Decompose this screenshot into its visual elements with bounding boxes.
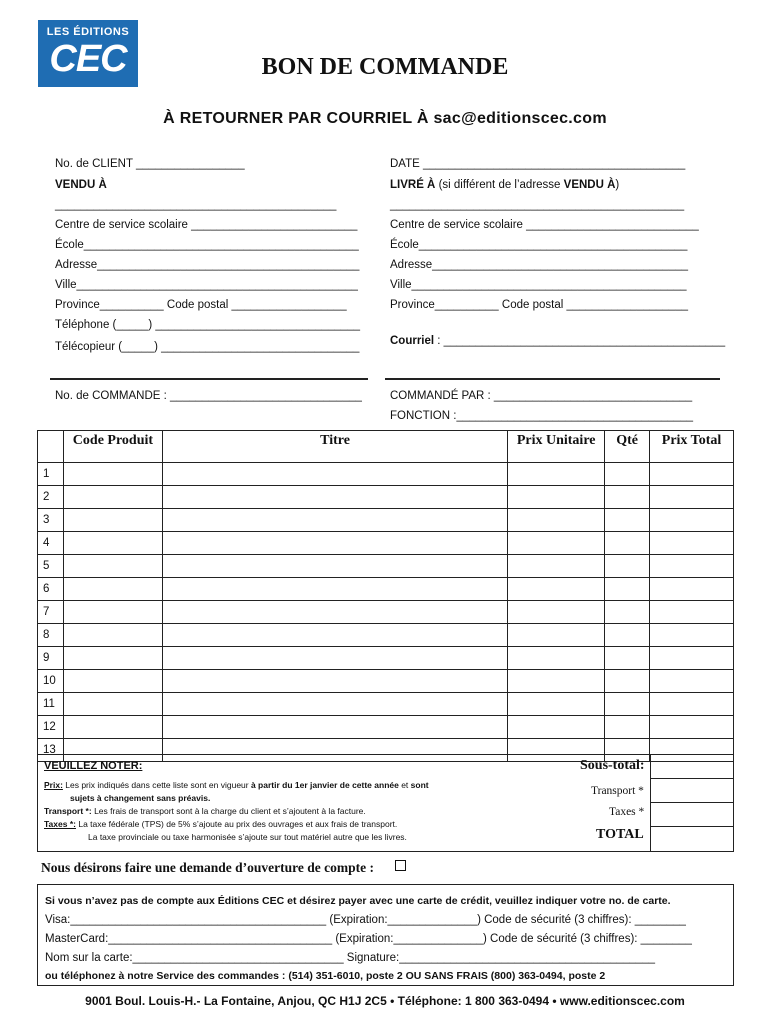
product-code-cell[interactable] xyxy=(63,509,162,532)
total-price-cell[interactable] xyxy=(650,486,734,509)
ordered-by-field[interactable]: COMMANDÉ PAR : _______________________________ xyxy=(390,390,693,402)
unit-price-cell[interactable] xyxy=(508,555,605,578)
product-code-cell[interactable] xyxy=(63,601,162,624)
total-price-cell[interactable] xyxy=(650,624,734,647)
row-number: 4 xyxy=(38,532,64,555)
table-header-row xyxy=(38,431,734,463)
total-label: TOTAL xyxy=(596,827,644,842)
total-price-cell[interactable] xyxy=(650,670,734,693)
quantity-cell[interactable] xyxy=(605,716,650,739)
unit-price-cell[interactable] xyxy=(508,693,605,716)
credit-card-intro: Si vous n’avez pas de compte aux Éditions CEC et désirez payer avec une carte de crédit, veuillez indiquer votre no. de carte. xyxy=(45,895,671,907)
total-price-cell[interactable] xyxy=(650,601,734,624)
title-cell[interactable] xyxy=(162,716,507,739)
row-number: 5 xyxy=(38,555,64,578)
card-name-signature-field[interactable]: Nom sur la carte:_________________________________ Signature:________________________________________ xyxy=(45,952,656,964)
unit-price-cell[interactable] xyxy=(508,532,605,555)
taxes-note xyxy=(44,819,397,829)
title-cell[interactable] xyxy=(162,624,507,647)
product-code-cell[interactable] xyxy=(63,555,162,578)
ship-to-province-postal-field[interactable]: Province__________ Code postal ___________________ xyxy=(390,299,688,311)
total-price-cell[interactable] xyxy=(650,716,734,739)
function-field[interactable]: FONCTION :_____________________________________ xyxy=(390,410,694,422)
table-row xyxy=(38,624,734,647)
unit-price-cell[interactable] xyxy=(508,509,605,532)
quantity-cell[interactable] xyxy=(605,578,650,601)
sold-to-school-centre-field[interactable]: Centre de service scolaire __________________________ xyxy=(55,219,358,231)
transport-note-label: Transport *: xyxy=(44,806,92,816)
row-number: 3 xyxy=(38,509,64,532)
total-price-cell[interactable] xyxy=(650,509,734,532)
logo-brand-text: CEC xyxy=(49,38,127,80)
total-price-cell[interactable] xyxy=(650,532,734,555)
order-table xyxy=(37,430,734,762)
sold-to-label: VENDU À xyxy=(55,179,107,191)
header-unit-price: Prix Unitaire xyxy=(508,431,605,463)
price-note-text-c: et xyxy=(398,780,411,790)
total-price-cell[interactable] xyxy=(650,555,734,578)
quantity-cell[interactable] xyxy=(605,555,650,578)
mastercard-field[interactable]: MasterCard:___________________________________ (Expiration:______________) Code de sécurité (3 chiffres): ________ xyxy=(45,933,692,945)
header-total-price: Prix Total xyxy=(650,431,734,463)
ship-to-address-field[interactable]: Adresse________________________________________ xyxy=(390,259,689,271)
sold-to-province-postal-field[interactable]: Province__________ Code postal __________________ xyxy=(55,299,347,311)
title-cell[interactable] xyxy=(162,486,507,509)
price-note-text-d: sont xyxy=(410,780,429,790)
total-price-cell[interactable] xyxy=(650,463,734,486)
right-divider xyxy=(385,378,720,380)
quantity-cell[interactable] xyxy=(605,509,650,532)
taxes-value-box[interactable] xyxy=(650,802,734,827)
title-cell[interactable] xyxy=(162,670,507,693)
price-note xyxy=(44,780,429,790)
table-row xyxy=(38,463,734,486)
quantity-cell[interactable] xyxy=(605,693,650,716)
quantity-cell[interactable] xyxy=(605,601,650,624)
price-note-text-b: à partir du 1er janvier de cette année xyxy=(250,780,399,790)
logo-top-text: LES ÉDITIONS xyxy=(46,26,130,38)
row-number: 9 xyxy=(38,647,64,670)
row-number: 2 xyxy=(38,486,64,509)
header-number xyxy=(38,431,64,463)
quantity-cell[interactable] xyxy=(605,532,650,555)
transport-value-box[interactable] xyxy=(650,778,734,803)
row-number: 6 xyxy=(38,578,64,601)
table-row xyxy=(38,509,734,532)
title-cell[interactable] xyxy=(162,509,507,532)
title-cell[interactable] xyxy=(162,578,507,601)
transport-note-text: Les frais de transport sont à la charge du client et s’ajoutent à la facture. xyxy=(91,806,366,816)
ship-to-note-b: VENDU À xyxy=(563,179,616,191)
product-code-cell[interactable] xyxy=(63,578,162,601)
notes-heading: VEUILLEZ NOTER: xyxy=(44,760,143,772)
header-quantity: Qté xyxy=(605,431,650,463)
taxes-note-text: La taxe fédérale (TPS) de 5% s’ajoute au prix des ouvrages et aux frais de transport. xyxy=(75,819,398,829)
transport-total-label: Transport * xyxy=(591,785,644,797)
sold-to-address-field[interactable]: Adresse_________________________________________ xyxy=(55,259,360,271)
row-number: 11 xyxy=(38,693,64,716)
telephone-field[interactable]: Téléphone (_____) ________________________________ xyxy=(55,319,361,331)
taxes-total-label: Taxes * xyxy=(609,806,645,818)
product-code-cell[interactable] xyxy=(63,624,162,647)
price-note-label: Prix: xyxy=(44,780,63,790)
product-code-cell[interactable] xyxy=(63,647,162,670)
unit-price-cell[interactable] xyxy=(508,624,605,647)
page-title: BON DE COMMANDE xyxy=(261,54,509,80)
account-request-label: Nous désirons faire une demande d’ouverture de compte : xyxy=(41,860,374,875)
title-cell[interactable] xyxy=(162,693,507,716)
table-row xyxy=(38,578,734,601)
return-email-heading: À RETOURNER PAR COURRIEL À sac@editionscec.com xyxy=(163,110,607,127)
product-code-cell[interactable] xyxy=(63,532,162,555)
date-field[interactable]: DATE _________________________________________ xyxy=(390,158,686,170)
quantity-cell[interactable] xyxy=(605,670,650,693)
sold-to-city-field[interactable]: Ville____________________________________________ xyxy=(55,279,358,291)
quantity-cell[interactable] xyxy=(605,624,650,647)
total-price-cell[interactable] xyxy=(650,578,734,601)
table-row xyxy=(38,670,734,693)
row-number: 7 xyxy=(38,601,64,624)
taxes-note-label: Taxes *: xyxy=(44,819,76,829)
unit-price-cell[interactable] xyxy=(508,670,605,693)
ship-to-school-field[interactable]: École__________________________________________ xyxy=(390,239,688,251)
product-code-cell[interactable] xyxy=(63,670,162,693)
unit-price-cell[interactable] xyxy=(508,716,605,739)
table-row xyxy=(38,532,734,555)
quantity-cell[interactable] xyxy=(605,486,650,509)
email-line[interactable]: : ____________________________________________ xyxy=(434,335,726,347)
unit-price-cell[interactable] xyxy=(508,486,605,509)
table-row xyxy=(38,555,734,578)
account-request-checkbox[interactable] xyxy=(395,860,406,871)
email-label: Courriel xyxy=(390,335,435,347)
ship-to-line[interactable]: ______________________________________________ xyxy=(390,199,685,211)
price-note-text-a: Les prix indiqués dans cette liste sont en vigueur xyxy=(62,780,251,790)
title-cell[interactable] xyxy=(162,601,507,624)
sold-to-line[interactable]: ____________________________________________ xyxy=(55,199,337,211)
header-product-code: Code Produit xyxy=(63,431,162,463)
subtotal-label: Sous-total: xyxy=(580,758,645,773)
taxes-note-line2: La taxe provinciale ou taxe harmonisée s’ajoute sur tout matériel autre que les livres. xyxy=(88,832,407,842)
order-number-field[interactable]: No. de COMMANDE : ______________________________ xyxy=(55,390,362,402)
title-cell[interactable] xyxy=(162,647,507,670)
quantity-cell[interactable] xyxy=(605,647,650,670)
quantity-cell[interactable] xyxy=(605,463,650,486)
row-number: 1 xyxy=(38,463,64,486)
total-price-cell[interactable] xyxy=(650,693,734,716)
ship-to-note-a: (si différent de l’adresse xyxy=(435,179,564,191)
ship-to-label xyxy=(390,179,619,191)
visa-field[interactable]: Visa:________________________________________ (Expiration:______________) Code de sécurité (3 chiffres): ________ xyxy=(45,914,686,926)
sold-to-school-field[interactable]: École___________________________________________ xyxy=(55,239,359,251)
total-price-cell[interactable] xyxy=(650,647,734,670)
ship-to-label-text: LIVRÉ À xyxy=(390,179,436,191)
product-code-cell[interactable] xyxy=(63,463,162,486)
product-code-cell[interactable] xyxy=(63,716,162,739)
ship-to-city-field[interactable]: Ville___________________________________________ xyxy=(390,279,687,291)
header-title: Titre xyxy=(162,431,507,463)
unit-price-cell[interactable] xyxy=(508,601,605,624)
ship-to-note-c: ) xyxy=(615,179,620,191)
title-cell[interactable] xyxy=(162,532,507,555)
price-note-line2: sujets à changement sans préavis. xyxy=(70,793,211,803)
client-number-field[interactable]: No. de CLIENT _________________ xyxy=(55,158,245,170)
phone-order-note: ou téléphonez à notre Service des commandes : (514) 351-6010, poste 2 OU SANS FRAIS (800) 363-0494, poste 2 xyxy=(45,970,606,982)
row-number: 13 xyxy=(38,739,64,762)
row-number: 12 xyxy=(38,716,64,739)
subtotal-value-box[interactable] xyxy=(650,754,734,779)
left-divider xyxy=(50,378,368,380)
transport-note xyxy=(44,806,366,816)
product-code-cell[interactable] xyxy=(63,486,162,509)
table-row xyxy=(38,601,734,624)
product-code-cell[interactable] xyxy=(63,693,162,716)
footer-contact: 9001 Boul. Louis-H.- La Fontaine, Anjou, QC H1J 2C5 • Téléphone: 1 800 363-0494 • www.editionscec.com xyxy=(85,994,685,1008)
unit-price-cell[interactable] xyxy=(508,578,605,601)
email-field[interactable] xyxy=(390,335,725,347)
title-cell[interactable] xyxy=(162,555,507,578)
title-cell[interactable] xyxy=(162,463,507,486)
table-row xyxy=(38,647,734,670)
unit-price-cell[interactable] xyxy=(508,647,605,670)
table-row xyxy=(38,716,734,739)
fax-field[interactable]: Télécopieur (_____) _______________________________ xyxy=(55,341,360,353)
row-number: 10 xyxy=(38,670,64,693)
unit-price-cell[interactable] xyxy=(508,463,605,486)
row-number: 8 xyxy=(38,624,64,647)
table-row xyxy=(38,486,734,509)
total-value-box[interactable] xyxy=(650,826,734,852)
ship-to-school-centre-field[interactable]: Centre de service scolaire ___________________________ xyxy=(390,219,699,231)
table-row xyxy=(38,693,734,716)
